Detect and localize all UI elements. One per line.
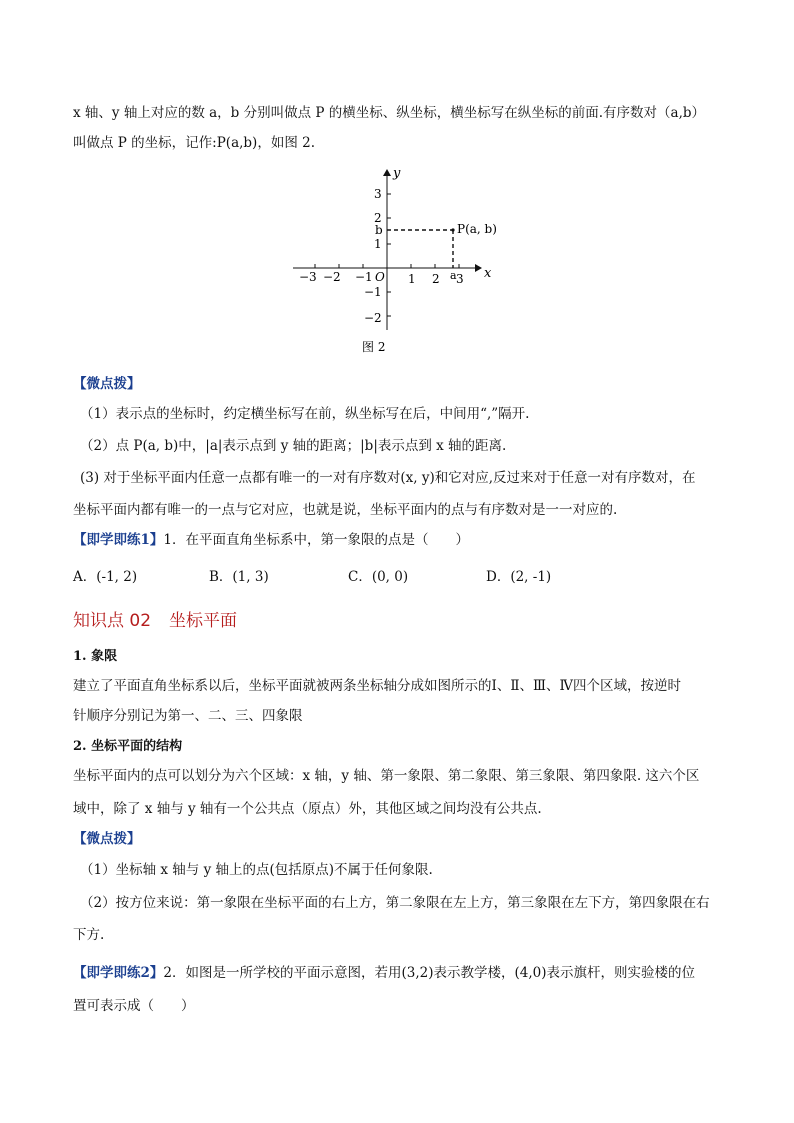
- exercise1-option-a: A．(-1, 2): [73, 569, 138, 585]
- point-p: [451, 228, 454, 231]
- exercise1-option-b: B．(1, 3): [209, 569, 269, 585]
- origin-label: O: [375, 270, 385, 284]
- exercise2-line-1: [73, 964, 695, 982]
- tip2-item-3: 下方.: [73, 927, 105, 943]
- exercise2-text-1: 2．如图是一所学校的平面示意图，若用(3,2)表示教学楼，(4,0)表示旗杆，则实验楼的位: [163, 965, 696, 981]
- tip1-item-4: 坐标平面内都有唯一的一点与它对应，也就是说，坐标平面内的点与有序数对是一一对应的.: [73, 502, 618, 518]
- sub2-line-2: 域中，除了 x 轴与 y 轴有一个公共点（原点）外，其他区域之间均没有公共点.: [73, 801, 542, 817]
- y-tick-label-neg1: −1: [364, 285, 382, 299]
- exercise1-tag: 【即学即练1】: [73, 532, 164, 548]
- section-number: 知识点 02: [73, 611, 152, 631]
- tip1-tag: 【微点拨】: [73, 376, 141, 392]
- x-tick-label-neg3: −3: [299, 270, 317, 284]
- tip1-item-3: (3) 对于坐标平面内任意一点都有唯一的一对有序数对(x, y)和它对应,反过来对于任意一对有序数对，在: [80, 470, 696, 486]
- y-tick-label-2: 2: [374, 211, 382, 225]
- x-axis-label: x: [484, 266, 492, 281]
- x-tick-label-neg2: −2: [323, 270, 341, 284]
- y-tick-label-3: 3: [374, 187, 382, 201]
- x-tick-label-1: 1: [408, 272, 416, 286]
- tip2-item-2: （2）按方位来说：第一象限在坐标平面的右上方，第二象限在左上方，第三象限在左下方，第四象限在右: [80, 895, 710, 911]
- b-label: b: [375, 223, 383, 237]
- tip1-item-1: （1）表示点的坐标时，约定横坐标写在前，纵坐标写在后，中间用“,”隔开.: [80, 406, 530, 422]
- sub1-line-2: 针顺序分别记为第一、二、三、四象限: [73, 708, 303, 724]
- sub2-line-1: 坐标平面内的点可以划分为六个区域：x 轴，y 轴、第一象限、第二象限、第三象限、第四象限. 这六个区: [73, 768, 700, 784]
- section-heading: [73, 606, 237, 631]
- intro-line-1: x 轴、y 轴上对应的数 a，b 分别叫做点 P 的横坐标、纵坐标，横坐标写在纵坐标的前面.有序数对（a,b）: [73, 105, 706, 121]
- exercise1-option-c: C．(0, 0): [348, 569, 409, 585]
- intro-line-2: 叫做点 P 的坐标，记作:P(a,b)，如图 2.: [73, 135, 315, 151]
- exercise1-option-d: D．(2, -1): [486, 569, 552, 585]
- sub2-title: 2. 坐标平面的结构: [73, 739, 183, 754]
- point-p-label: P(a, b): [457, 222, 497, 236]
- y-tick-marks: [387, 194, 391, 316]
- exercise2-tag: 【即学即练2】: [73, 965, 164, 981]
- tip2-tag: 【微点拨】: [73, 831, 141, 847]
- sub1-line-1: 建立了平面直角坐标系以后，坐标平面就被两条坐标轴分成如图所示的Ⅰ、Ⅱ、Ⅲ、Ⅳ四个区域，按逆时: [73, 678, 682, 694]
- figure-caption: 图 2: [362, 340, 386, 354]
- y-tick-label-1: 1: [374, 237, 382, 251]
- a-label: a: [450, 269, 457, 282]
- y-tick-label-neg2: −2: [364, 311, 382, 325]
- exercise1-line: [73, 531, 469, 549]
- tip2-item-1: （1）坐标轴 x 轴与 y 轴上的点(包括原点)不属于任何象限.: [80, 862, 433, 878]
- coordinate-figure: [285, 160, 505, 360]
- x-tick-label-neg1: −1: [355, 270, 373, 284]
- x-tick-label-3: 3: [456, 272, 464, 286]
- section-title: 坐标平面: [169, 611, 238, 631]
- y-axis-label: y: [393, 166, 401, 181]
- exercise2-line-2: 置可表示成（ ）: [73, 998, 195, 1014]
- x-tick-label-2: 2: [432, 272, 440, 286]
- exercise1-question: 1．在平面直角坐标系中，第一象限的点是（ ）: [163, 532, 469, 548]
- sub1-title: 1. 象限: [73, 649, 118, 664]
- tip1-item-2: （2）点 P(a, b)中，|a|表示点到 y 轴的距离；|b|表示点到 x 轴的距离.: [80, 438, 507, 454]
